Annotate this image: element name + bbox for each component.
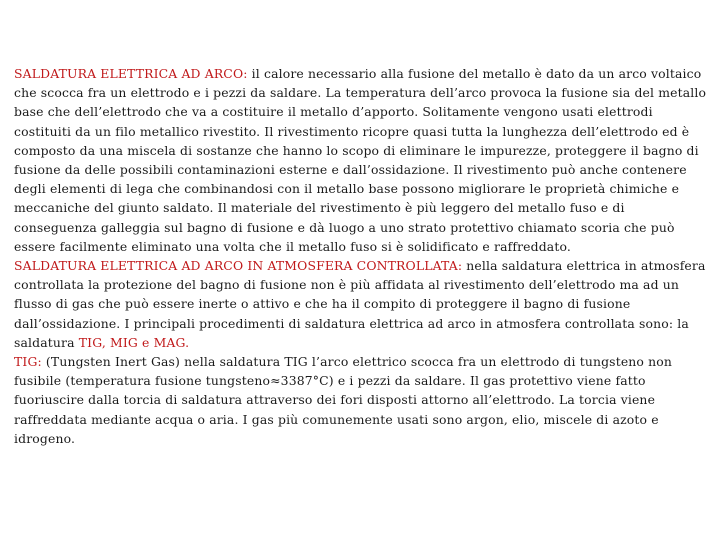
paragraph-text: il calore necessario alla fusione del metallo è dato da un arco voltaico che scocca fra un elettrodo e i pezzi da saldare. La temperatura dell’arco provoca la fusione sia del metallo base che dell’elettrodo che va a costituire il metallo d’apporto. Solitamente vengono usati elettrodi costituiti da un filo metallico rivestito. Il rivestimento ricopre quasi tutta la lunghezza dell’elettrodo ed è composto da una miscela di sostanze che hanno lo scopo di eliminare le impurezze, proteggere il bagno di fusione da delle possibili contaminazioni esterne e dall’ossidazione. Il rivestimento può anche contenere degli elementi di lega che combinandosi con il metallo base possono migliorare le proprietà chimiche e meccaniche del giunto saldato. Il materiale del rivestimento è più leggero del metallo fuso e di conseguenza galleggia sul bagno di fusione e dà luogo a uno strato protettivo chiamato scoria che può essere facilmente eliminato una volta che il metallo fuso si è solidificato e raffreddato. bbox=[14, 66, 707, 254]
paragraph-saldatura-arco bbox=[14, 64, 708, 256]
heading-saldatura-arco: SALDATURA ELETTRICA AD ARCO: bbox=[14, 66, 248, 81]
highlight-tig-mig-mag: TIG, MIG e MAG. bbox=[78, 334, 190, 350]
paragraph-atmosfera-controllata bbox=[14, 256, 708, 352]
paragraph-tig bbox=[14, 352, 708, 448]
heading-atmosfera-controllata: SALDATURA ELETTRICA AD ARCO IN ATMOSFERA CONTROLLATA: bbox=[14, 258, 463, 274]
heading-tig: TIG: bbox=[14, 354, 42, 370]
paragraph-text: nella saldatura elettrica in atmosfera controllata la protezione del bagno di fusione non è più affidata al rivestimento dell’elettrodo ma ad un flusso di gas che può essere inerte o attivo e che ha il compito di proteggere il bagno di fusione dall’ossidazione. I principali procedimenti di saldatura elettrica ad arco in atmosfera controllata sono: la saldatura bbox=[14, 258, 706, 350]
document-body bbox=[14, 64, 708, 448]
paragraph-text: (Tungsten Inert Gas) nella saldatura TIG l’arco elettrico scocca fra un elettrodo di tungsteno non fusibile (temperatura fusione tungsteno≈3387°C) e i pezzi da saldare. Il gas protettivo viene fatto fuoriuscire dalla torcia di saldatura attraverso dei fori disposti attorno all’elettrodo. La torcia viene raffreddata mediante acqua o aria. I gas più comunemente usati sono argon, elio, miscele di azoto e idrogeno. bbox=[14, 354, 673, 446]
